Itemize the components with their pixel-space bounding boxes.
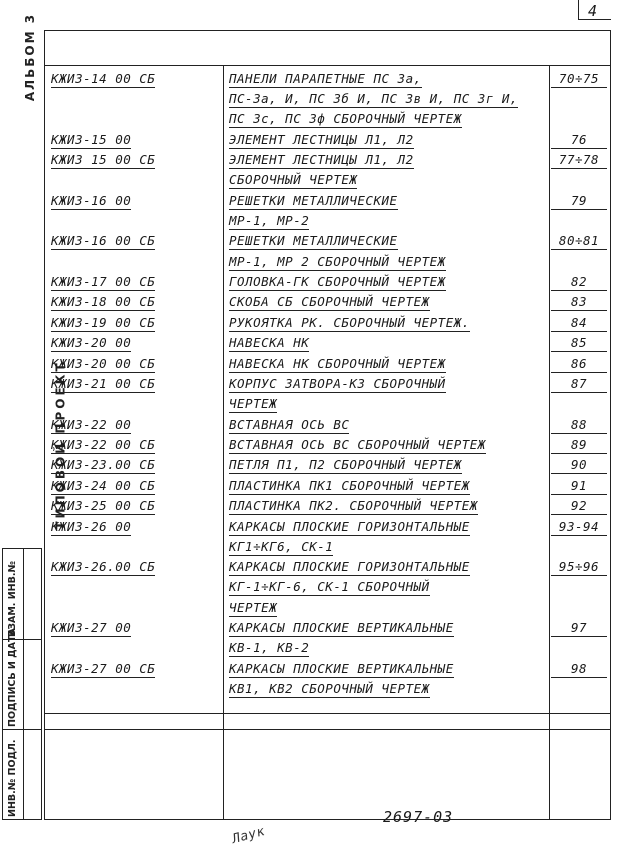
margin-stamp xyxy=(2,548,42,820)
row-page: 89 xyxy=(551,437,607,454)
row-title-line: ПЛАСТИНКА ПК2. СБОРОЧНЫЙ ЧЕРТЕЖ xyxy=(229,498,478,514)
row-title-line: ЧЕРТЕЖ xyxy=(229,599,278,615)
row-code: КЖИ3-26.00 СБ xyxy=(51,559,156,575)
row-code: КЖИ3-20 00 xyxy=(51,335,132,351)
row-page: 77÷78 xyxy=(551,152,607,169)
row-page: 85 xyxy=(551,335,607,352)
row-code: КЖИ3-18 00 СБ xyxy=(51,294,156,310)
row-title-line: КОРПУС ЗАТВОРА-КЗ СБОРОЧНЫЙ xyxy=(229,376,446,391)
row-page: 88 xyxy=(551,417,607,434)
row-title-line: ПС-3а, И, ПС 3б И, ПС 3в И, ПС 3г И, xyxy=(229,91,518,107)
stamp-label-replaced: ВЗАМ. ИНВ.№ xyxy=(7,561,18,637)
row-title-line: МР-1, МР 2 СБОРОЧНЫЙ ЧЕРТЕЖ xyxy=(229,253,446,269)
row-page: 70÷75 xyxy=(551,71,607,88)
row-code: КЖИ3-17 00 СБ xyxy=(51,274,156,289)
row-title-line: КАРКАСЫ ПЛОСКИЕ ВЕРТИКАЛЬНЫЕ xyxy=(229,660,454,676)
album-label: АЛЬБОМ 3 xyxy=(23,12,38,102)
row-page: 79 xyxy=(551,193,607,210)
row-title-line: НАВЕСКА НК СБОРОЧНЫЙ ЧЕРТЕЖ xyxy=(229,355,446,371)
row-title-line: ПС 3с, ПС 3ф СБОРОЧНЫЙ ЧЕРТЕЖ xyxy=(229,111,462,127)
row-page: 91 xyxy=(551,478,607,495)
row-code: КЖИ3-16 00 СБ xyxy=(51,233,156,249)
row-title-line: ВСТАВНАЯ ОСЬ ВС СБОРОЧНЫЙ ЧЕРТЕЖ xyxy=(229,437,486,452)
row-code: КЖИ3 15 00 СБ xyxy=(51,152,156,168)
row-title-line: ГОЛОВКА-ГК СБОРОЧНЫЙ ЧЕРТЕЖ xyxy=(229,274,446,289)
row-page: 93-94 xyxy=(551,519,607,536)
row-title-line: КГ-1÷КГ-6, СК-1 СБОРОЧНЫЙ xyxy=(229,579,430,595)
row-page: 98 xyxy=(551,661,607,678)
row-title-line: РЕШЕТКИ МЕТАЛЛИЧЕСКИЕ xyxy=(229,192,398,208)
row-code: КЖИ3-22 00 СБ xyxy=(51,437,156,452)
row-code: КЖИ3-20 00 СБ xyxy=(51,355,156,371)
row-title-line: МР-1, МР-2 xyxy=(229,212,310,228)
row-page: 84 xyxy=(551,315,607,332)
row-title-line: ПЛАСТИНКА ПК1 СБОРОЧНЫЙ ЧЕРТЕЖ xyxy=(229,477,470,493)
stamp-label-signature: ПОДПИСЬ И ДАТА xyxy=(7,628,18,727)
row-title-line: ВСТАВНАЯ ОСЬ ВС xyxy=(229,416,350,432)
row-title-line: КВ-1, КВ-2 xyxy=(229,640,310,656)
row-page: 95÷96 xyxy=(551,559,607,576)
row-title-line: ЭЛЕМЕНТ ЛЕСТНИЦЫ Л1, Л2 xyxy=(229,152,414,168)
row-code: КЖИ3-27 00 СБ xyxy=(51,660,156,676)
project-label: ТИПОВОЙ ПРОЕКТ xyxy=(53,360,68,530)
row-page: 86 xyxy=(551,356,607,373)
row-title-line: КАРКАСЫ ПЛОСКИЕ ВЕРТИКАЛЬНЫЕ xyxy=(229,620,454,635)
page-number: 4 xyxy=(588,2,598,20)
row-code: КЖИ3-23.00 СБ xyxy=(51,457,156,473)
row-title-line: СКОБА СБ СБОРОЧНЫЙ ЧЕРТЕЖ xyxy=(229,294,430,310)
row-page: 80÷81 xyxy=(551,233,607,250)
row-code: КЖИ3-25 00 СБ xyxy=(51,498,156,514)
row-title-line: ЧЕРТЕЖ xyxy=(229,396,278,412)
row-title-line: РУКОЯТКА РК. СБОРОЧНЫЙ ЧЕРТЕЖ. xyxy=(229,314,470,330)
stamp-label-inv: ИНВ.№ ПОДЛ. xyxy=(7,739,18,817)
row-title-line: ЭЛЕМЕНТ ЛЕСТНИЦЫ Л1, Л2 xyxy=(229,131,414,147)
row-code: КЖИ3-26 00 xyxy=(51,518,132,534)
row-page: 83 xyxy=(551,294,607,311)
signature: Лаук xyxy=(230,823,267,848)
row-title-line: ПЕТЛЯ П1, П2 СБОРОЧНЫЙ ЧЕРТЕЖ xyxy=(229,457,462,473)
row-page: 76 xyxy=(551,132,607,149)
row-title-line: КГ1÷КГ6, СК-1 xyxy=(229,538,334,554)
row-code: КЖИ3-16 00 xyxy=(51,192,132,208)
row-code: КЖИ3-22 00 xyxy=(51,416,132,432)
row-title-line: КВ1, КВ2 СБОРОЧНЫЙ ЧЕРТЕЖ xyxy=(229,680,430,696)
contents-table xyxy=(44,30,611,820)
row-title-line: ПАНЕЛИ ПАРАПЕТНЫЕ ПС 3а, xyxy=(229,71,422,86)
row-title-line: НАВЕСКА НК xyxy=(229,335,310,351)
row-code: КЖИ3-24 00 СБ xyxy=(51,477,156,493)
row-title-line: РЕШЕТКИ МЕТАЛЛИЧЕСКИЕ xyxy=(229,233,398,249)
row-page: 82 xyxy=(551,274,607,291)
row-page: 90 xyxy=(551,457,607,474)
row-title-line: КАРКАСЫ ПЛОСКИЕ ГОРИЗОНТАЛЬНЫЕ xyxy=(229,559,470,575)
row-page: 87 xyxy=(551,376,607,393)
row-title-line: КАРКАСЫ ПЛОСКИЕ ГОРИЗОНТАЛЬНЫЕ xyxy=(229,518,470,534)
document-number: 2697-03 xyxy=(383,808,454,826)
row-code: КЖИ3-14 00 СБ xyxy=(51,71,156,86)
row-code: КЖИ3-27 00 xyxy=(51,620,132,635)
row-page: 97 xyxy=(551,620,607,637)
row-code: КЖИ3-21 00 СБ xyxy=(51,376,156,391)
row-title-line: СБОРОЧНЫЙ ЧЕРТЕЖ xyxy=(229,172,358,188)
row-code: КЖИ3-15 00 xyxy=(51,131,132,147)
row-code: КЖИ3-19 00 СБ xyxy=(51,314,156,330)
row-page: 92 xyxy=(551,498,607,515)
